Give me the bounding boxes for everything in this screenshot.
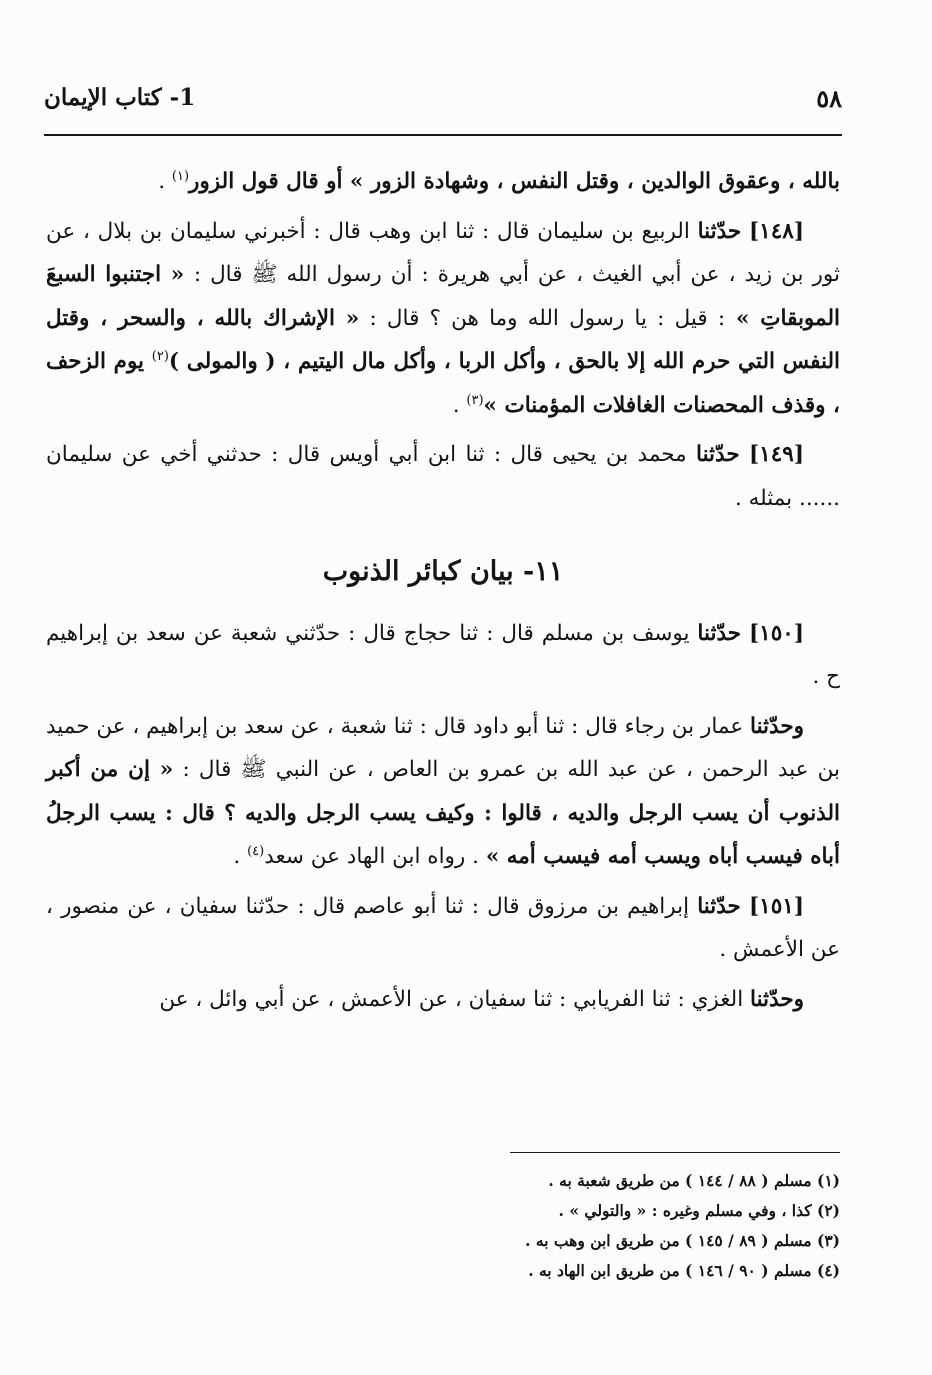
main-text (46, 160, 840, 1021)
haddathana: وحدّثنا (750, 713, 804, 739)
footnote-ref-3: (٣) (466, 392, 484, 408)
isnad: عمار بن رجاء قال : ثنا أبو داود قال : ثنا شعبة ، عن سعد بن إبراهيم ، عن حميد بن عبد الرحمن ، عن عبد الله بن عمرو بن العاص ، عن النبي ﷺ قال : (46, 713, 840, 782)
footnote-4: (٤) مسلم ( ٩٠ / ١٤٦ ) من طريق ابن الهاد به . (528, 1261, 840, 1280)
continuation-paragraph (46, 160, 840, 204)
footnote-ref-1: (١) (171, 168, 190, 184)
haddathana: حدّثنا (696, 442, 740, 467)
footnote-2: (٢) كذا ، وفي مسلم وغيره : « والتولي » . (558, 1201, 840, 1220)
page-number: ٥٨ (816, 84, 842, 113)
book-title: 1- كتاب الإيمان (44, 84, 196, 111)
haddathana: وحدّثنا (750, 986, 804, 1012)
footnote-ref-4: (٤) (247, 843, 265, 859)
haddathana: حدّثنا (697, 620, 742, 646)
footnote-ref-2: (٢) (151, 348, 169, 364)
header-rule (44, 134, 842, 136)
continuation-text: بالله ، وعقوق الوالدين ، وقتل النفس ، وشهادة الزور » أو قال قول الزور (189, 169, 840, 194)
matn-quote: « اجتنبوا السبعَ الموبقاتِ » (46, 262, 840, 331)
hadith-151 (46, 885, 840, 972)
hadith-end: . (452, 392, 467, 418)
footnotes (200, 1166, 840, 1286)
chapter-heading: ١١- بيان كبائر الذنوب (322, 556, 564, 587)
isnad: إبراهيم بن مرزوق قال : ثنا أبو عاصم قال : حدّثنا سفيان ، عن منصور ، عن الأعمش . (46, 893, 840, 962)
isnad: يوسف بن مسلم قال : ثنا حجاج قال : حدّثني شعبة عن سعد بن إبراهيم ح . (46, 620, 840, 689)
isnad: الغزي : ثنا الفريابي : ثنا سفيان ، عن الأعمش ، عن أبي وائل ، عن (159, 986, 751, 1012)
matn-quote: يوم الزحف ، وقذف المحصنات الغافلات المؤمنات » (46, 349, 840, 418)
footnote-3: (٣) مسلم ( ٨٩ / ١٤٥ ) من طريق ابن وهب به . (525, 1231, 840, 1250)
hadith-149 (46, 433, 840, 520)
hadith-end: . (233, 844, 248, 869)
hadith-148 (46, 210, 840, 428)
matn-quote: « الإشراك بالله ، والسحر ، وقتل النفس التي حرم الله إلا بالحق ، وأكل الربا ، وأكل مال اليتيم ، ( والمولى ) (46, 305, 840, 374)
hadith-number: [١٤٨] (748, 218, 804, 244)
hadith-151-second-isnad (46, 978, 840, 1022)
haddathana: حدّثنا (697, 893, 741, 919)
continuation-end: . (158, 169, 172, 194)
footnote-1: (١) مسلم ( ٨٨ / ١٤٤ ) من طريق شعبة به . (548, 1171, 840, 1190)
matn-mid: : قيل : يا رسول الله وما هن ؟ قال : (359, 305, 726, 331)
isnad: محمد بن يحيى قال : ثنا ابن أبي أويس قال : حدثني أخي عن سليمان ...... بمثله . (46, 442, 840, 511)
narration-note: . رواه ابن الهاد عن سعد (264, 844, 486, 869)
hadith-150-second-isnad (46, 705, 840, 879)
hadith-number: [١٥١] (748, 893, 804, 919)
running-head (44, 84, 842, 124)
isnad: الربيع بن سليمان قال : ثنا ابن وهب قال : أخبرني سليمان بن بلال ، عن ثور بن زيد ، عن أبي الغيث ، عن أبي هريرة : أن رسول الله ﷺ قال : (46, 218, 840, 287)
hadith-number: [١٥٠] (748, 620, 804, 646)
matn-quote: « إن من أكبر الذنوب أن يسب الرجل والديه ، قالوا : وكيف يسب الرجل والديه ؟ قال : يسب الرجلُ أباه فيسب أباه ويسب أمه فيسب أمه » (46, 757, 840, 869)
hadith-150 (46, 612, 840, 699)
haddathana: حدّثنا (697, 218, 742, 244)
footnote-rule (510, 1152, 840, 1153)
hadith-number: [١٤٩] (748, 442, 805, 467)
